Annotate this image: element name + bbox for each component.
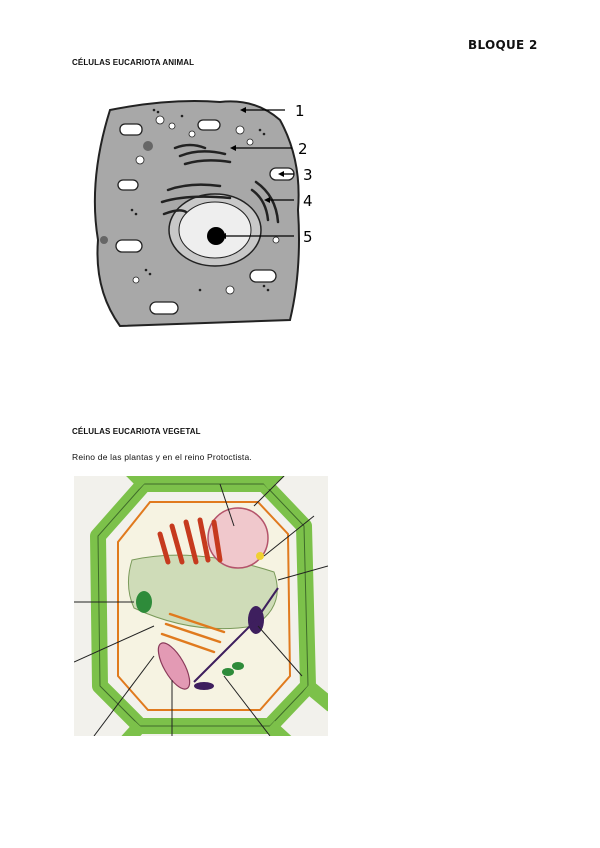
section-text-vegetal: Reino de las plantas y en el reino Protoctista.	[72, 452, 252, 462]
callout-label-1: 1	[295, 102, 305, 120]
animal-cell-diagram	[80, 90, 340, 336]
section-title-vegetal: CÉLULAS EUCARIOTA VEGETAL	[72, 427, 201, 436]
callout-label-5: 5	[303, 228, 313, 246]
callout-label-2: 2	[298, 140, 308, 158]
section-title-animal: CÉLULAS EUCARIOTA ANIMAL	[72, 58, 195, 67]
callout-label-4: 4	[303, 192, 313, 210]
block-label: BLOQUE 2	[468, 38, 538, 52]
callout-label-3: 3	[303, 166, 313, 184]
plant-cell-drawing	[74, 476, 328, 736]
